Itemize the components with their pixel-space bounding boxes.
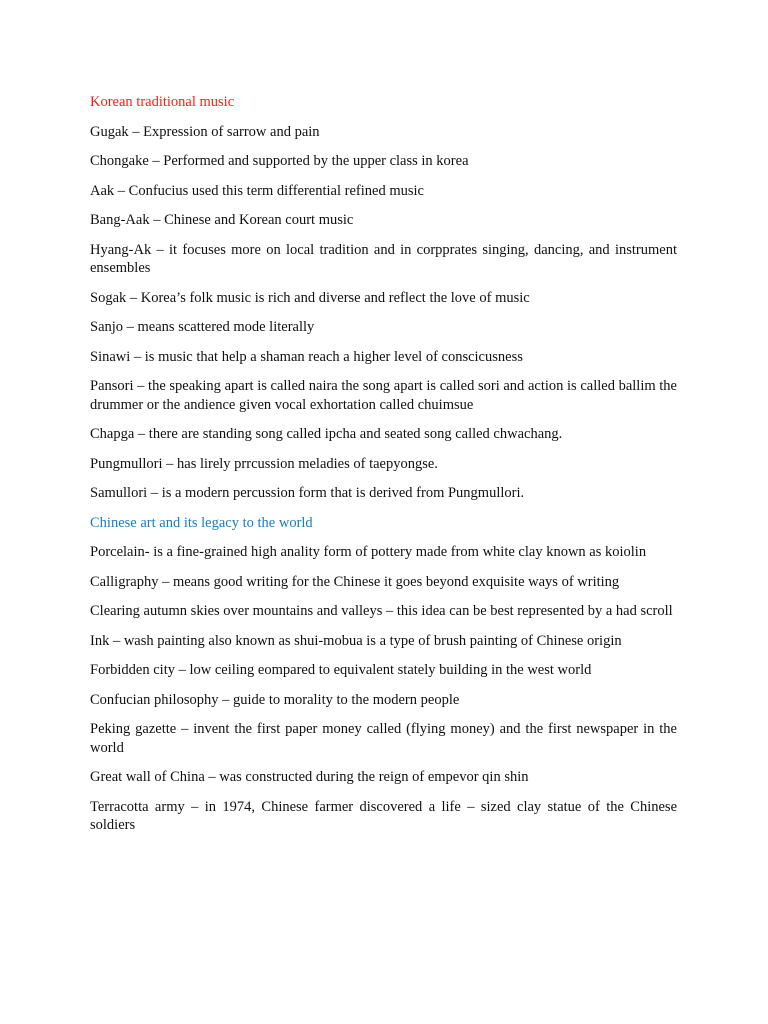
document-page [90, 93, 677, 846]
entry-peking-gazette: Peking gazette – invent the first paper money called (flying money) and the first newspaper in the world [90, 721, 677, 756]
entry-samullori: Samullori – is a modern percussion form that is derived from Pungmullori. [90, 485, 525, 501]
entry-sogak: Sogak – Korea’s folk music is rich and diverse and reflect the love of music [90, 289, 530, 306]
entry-confucian-philosophy: Confucian philosophy – guide to morality to the modern people [90, 691, 460, 708]
entry-calligraphy: Calligraphy – means good writing for the Chinese it goes beyond exquisite ways of writing [90, 573, 620, 590]
entry-pansori: Pansori – the speaking apart is called naira the song apart is called sori and action is called ballim the drummer or the andience given vocal exhortation called chuimsue [90, 378, 677, 413]
section-heading-korean-music: Korean traditional music [90, 94, 235, 110]
entry-sanjo: Sanjo – means scattered mode literally [90, 319, 315, 335]
entry-terracotta-army: Terracotta army – in 1974, Chinese farmer discovered a life – sized clay statue of the Chinese soldiers [90, 798, 677, 833]
entry-aak: Aak – Confucius used this term differential refined music [90, 182, 424, 199]
entry-bang-aak: Bang-Aak – Chinese and Korean court music [90, 212, 354, 228]
entry-chongake: Chongake – Performed and supported by the upper class in korea [90, 153, 469, 169]
entry-clearing-autumn-skies: Clearing autumn skies over mountains and valleys – this idea can be best represented by a had scroll [90, 603, 673, 619]
entry-ink-wash-painting: Ink – wash painting also known as shui-mobua is a type of brush painting of Chinese origin [90, 632, 622, 649]
entry-porcelain: Porcelain- is a fine-grained high anality form of pottery made from white clay known as koiolin [90, 544, 647, 560]
entry-great-wall: Great wall of China – was constructed during the reign of empevor qin shin [90, 769, 529, 785]
entry-hyang-ak: Hyang-Ak – it focuses more on local tradition and in corpprates singing, dancing, and instrument ensembles [90, 241, 677, 276]
entry-forbidden-city: Forbidden city – low ceiling eompared to equivalent stately building in the west world [90, 662, 592, 678]
entry-chapga: Chapga – there are standing song called ipcha and seated song called chwachang. [90, 426, 563, 442]
entry-sinawi: Sinawi – is music that help a shaman reach a higher level of conscicusness [90, 348, 523, 365]
section-heading-chinese-art: Chinese art and its legacy to the world [90, 514, 313, 531]
entry-pungmullori: Pungmullori – has lirely prrcussion meladies of taepyongse. [90, 455, 438, 472]
entry-gugak: Gugak – Expression of sarrow and pain [90, 123, 320, 140]
